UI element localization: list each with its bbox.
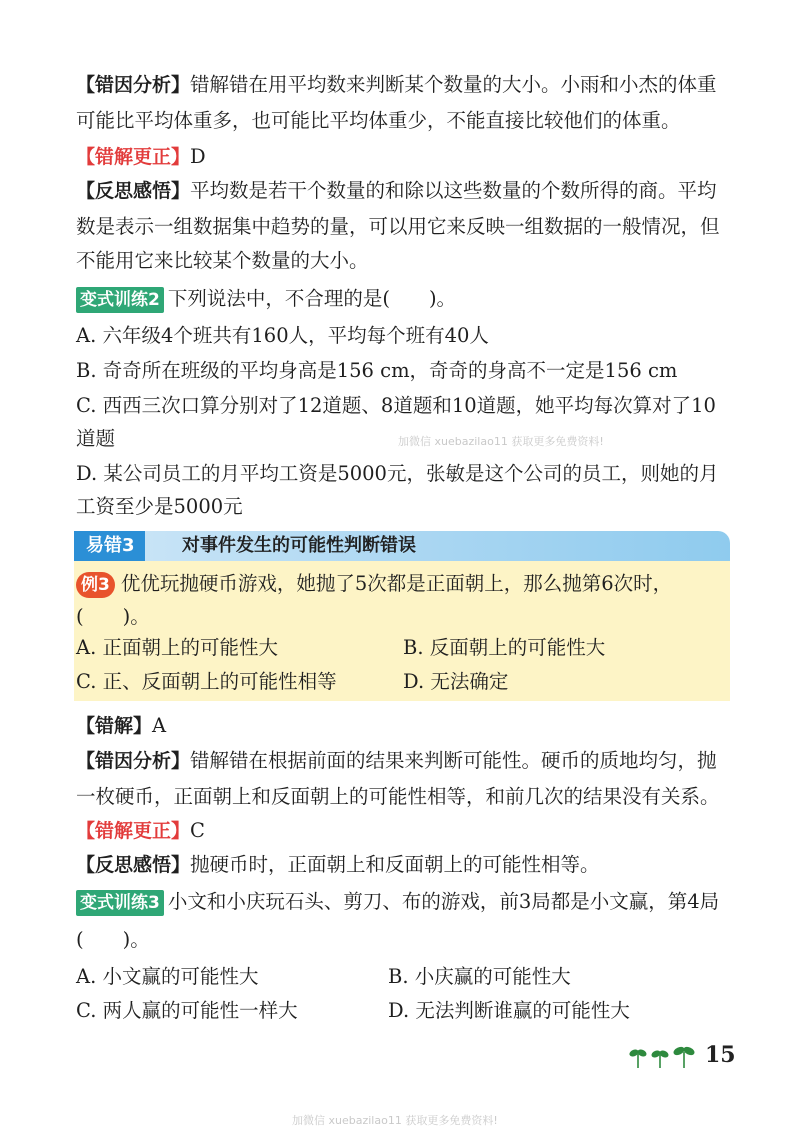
wrong-answer-line bbox=[76, 711, 736, 741]
exercise3-tag: 变式训练3 bbox=[76, 890, 164, 916]
analysis2-label: 【错因分析】 bbox=[76, 750, 191, 772]
example3-question-text: 优优玩抛硬币游戏，她抛了5次都是正面朝上，那么抛第6次时， bbox=[120, 572, 673, 595]
exercise2-question-text: 下列说法中，不合理的是( )。 bbox=[167, 287, 457, 310]
analysis2-text: 错解错在根据前面的结果来判断可能性。硬币的质地均匀，抛 bbox=[190, 749, 717, 772]
reflection-line-2: 数是表示一组数据集中趋势的量，可以用它来反映一组数据的一般情况，但 bbox=[76, 215, 720, 238]
sprouts-icon bbox=[628, 1042, 698, 1070]
exercise3-question-cont: ( )。 bbox=[76, 928, 150, 951]
analysis2-line bbox=[76, 746, 736, 776]
exercise3-question-text: 小文和小庆玩石头、剪刀、布的游戏，前3局都是小文赢，第4局 bbox=[167, 890, 720, 913]
exercise3-options-row1 bbox=[76, 962, 736, 992]
reflection2-line bbox=[76, 850, 736, 880]
correction-value: D bbox=[190, 145, 206, 168]
example3-question bbox=[76, 569, 736, 599]
page-number: 15 bbox=[705, 1042, 736, 1068]
analysis2-line-2: 一枚硬币，正面朝上和反面朝上的可能性相等，和前几次的结果没有关系。 bbox=[76, 785, 720, 808]
example3-option-d: D. 无法确定 bbox=[403, 670, 509, 693]
example3-options-row2 bbox=[76, 667, 736, 697]
analysis-line-2: 可能比平均体重多，也可能比平均体重少，不能直接比较他们的体重。 bbox=[76, 109, 681, 132]
exercise3-options-row2 bbox=[76, 996, 736, 1026]
exercise3-option-d: D. 无法判断谁赢的可能性大 bbox=[388, 999, 630, 1022]
analysis-label: 【错因分析】 bbox=[76, 74, 191, 96]
correction2-label: 【错解更正】 bbox=[76, 820, 191, 842]
wrong-label: 【错解】 bbox=[76, 715, 153, 737]
exercise2-option-c: C. 西西三次口算分别对了12道题、8道题和10道题，她平均每次算对了10 bbox=[76, 394, 716, 417]
exercise2-question bbox=[76, 284, 736, 314]
example3-options-row1 bbox=[76, 633, 736, 663]
section-title: 对事件发生的可能性判断错误 bbox=[182, 535, 416, 556]
reflection-label: 【反思感悟】 bbox=[76, 180, 191, 202]
section-tag: 易错3 bbox=[74, 531, 145, 561]
example3-question-cont: ( )。 bbox=[76, 605, 150, 628]
exercise3-option-c: C. 两人赢的可能性一样大 bbox=[76, 999, 298, 1022]
exercise3-option-b: B. 小庆赢的可能性大 bbox=[388, 965, 571, 988]
section-header bbox=[74, 531, 730, 561]
exercise2-tag: 变式训练2 bbox=[76, 287, 164, 313]
correction2-line bbox=[76, 816, 736, 846]
example3-option-c: C. 正、反面朝上的可能性相等 bbox=[76, 670, 337, 693]
reflection2-text: 抛硬币时，正面朝上和反面朝上的可能性相等。 bbox=[190, 853, 600, 876]
analysis-line bbox=[76, 70, 736, 100]
exercise3-question bbox=[76, 887, 736, 917]
example3-option-b: B. 反面朝上的可能性大 bbox=[403, 636, 606, 659]
example3-badge: 例3 bbox=[76, 572, 115, 598]
correction2-value: C bbox=[190, 819, 205, 842]
exercise2-option-a: A. 六年级4个班共有160人，平均每个班有40人 bbox=[76, 324, 489, 347]
exercise3-option-a: A. 小文赢的可能性大 bbox=[76, 965, 259, 988]
wrong-value: A bbox=[152, 714, 167, 737]
reflection-line bbox=[76, 176, 736, 206]
reflection2-label: 【反思感悟】 bbox=[76, 854, 191, 876]
correction-label: 【错解更正】 bbox=[76, 146, 191, 168]
reflection-line-3: 不能用它来比较某个数量的大小。 bbox=[76, 249, 369, 272]
watermark-footer: 加微信 xuebazilao11 获取更多免费资料! bbox=[292, 1114, 498, 1127]
analysis-text: 错解错在用平均数来判断某个数量的大小。小雨和小杰的体重 bbox=[190, 73, 717, 96]
watermark: 加微信 xuebazilao11 获取更多免费资料! bbox=[398, 435, 604, 448]
correction-line bbox=[76, 142, 736, 172]
reflection-text: 平均数是若干个数量的和除以这些数量的个数所得的商。平均 bbox=[190, 179, 717, 202]
exercise2-option-d: D. 某公司员工的月平均工资是5000元，张敏是这个公司的员工，则她的月 bbox=[76, 462, 719, 485]
exercise2-option-b: B. 奇奇所在班级的平均身高是156 cm，奇奇的身高不一定是156 cm bbox=[76, 359, 678, 382]
exercise2-option-c-cont: 道题 bbox=[76, 427, 116, 450]
example3-option-a: A. 正面朝上的可能性大 bbox=[76, 636, 278, 659]
exercise2-option-d-cont: 工资至少是5000元 bbox=[76, 495, 243, 518]
